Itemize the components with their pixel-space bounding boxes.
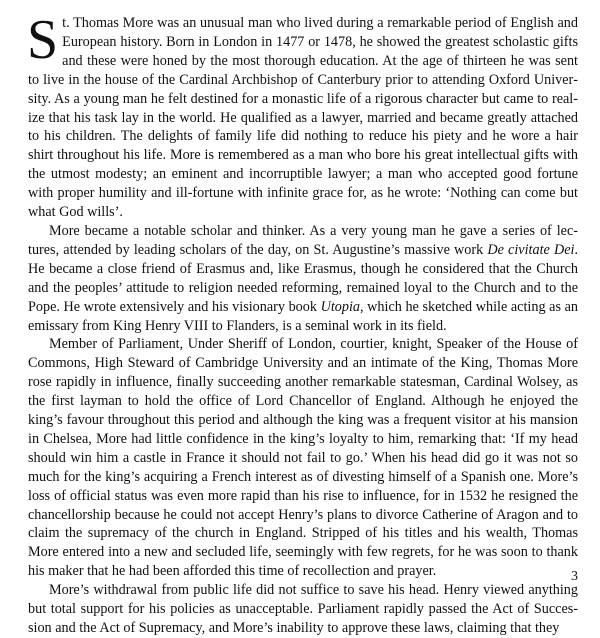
- page-body: [27, 9, 579, 638]
- paragraph-1: [27, 9, 578, 222]
- paragraph-2-text-a: More became a notable scholar and thinker. As a very young man he gave a series of lectures, attended by leading scholars of the day, on St. Augustine’s massive work: [28, 222, 578, 258]
- paragraph-2-text-c: , which he sketched while acting as an emissary from King Henry VIII to Flanders, is a seminal work in its field.: [28, 298, 578, 334]
- paragraph-2: [28, 222, 578, 335]
- paragraph-2-text-b: . He became a close friend of Erasmus and, like Erasmus, though he considered that the Church and the peoples’ attitude to religion needed reforming, remained loyal to the Church and to the Pope. He wrote extensively and his visionary book: [28, 241, 579, 315]
- paragraph-4-text: More’s withdrawal from public life did not suffice to save his head. Henry viewed anything but total support for his policies as unacceptable. Parliament rapidly passed the Act of Succession and the Act of Supremacy, and More’s inability to approve these laws, claiming that they: [28, 582, 578, 636]
- book-title-utopia: Utopia: [320, 298, 360, 315]
- page-number: 3: [571, 569, 578, 584]
- paragraph-4: [28, 581, 578, 638]
- paragraph-3-text: Member of Parliament, Under Sheriff of London, courtier, knight, Speaker of the House of Commons, High Steward of Cambridge University and an intimate of the King, Thomas More rose rapidly in influence, finally succeeding another remarkable statesman, Cardinal Wolsey, as the first layman to hold the office of Lord Chancellor of England. Although he enjoyed the king’s favour throughout this period and although the king was a frequent visitor at his mansion in Chelsea, More had little confidence in the king’s loyalty to him, remarking that: ‘If my head should win him a castle in France it should not fail to go.’ When his head did go it was not so much for the king’s acquiring a French interest as of divesting himself of a Spanish one. More’s loss of official status was even more rapid than his rise to influence, for in 1532 he resigned the chancellorship because he could not accept Henry’s plans to divorce Catherine of Aragon and to claim the supremacy of the church in England. Stripped of his titles and his wealth, Thomas More entered into a new and secluded life, seemingly with few regrets, for he was soon to thank his maker that he had been afforded this time of recollection and prayer.: [28, 336, 578, 580]
- paragraph-3: [28, 335, 578, 581]
- book-title-de-civitate-dei: De civitate Dei: [487, 241, 575, 258]
- paragraph-1-text: t. Thomas More was an unusual man who lived during a remarkable period of English and European history. Born in London in 1477 or 1478, he showed the greatest scholastic gifts and these were honed by the most thorough education. At the age of thirteen he was sent to live in the house of the Cardinal Archbishop of Canterbury prior to attending Oxford University. As a young man he felt destined for a monastic life of a rigorous character but came to realize that his task lay in the world. He qualified as a lawyer, married and became greatly attached to his children. The delights of family life did nothing to reduce his piety and he wore a hair shirt throughout his life. More is remembered as a man who bore his great intellectual gifts with the utmost modesty; an eminent and incorruptible lawyer; a man who accepted good fortune with proper humility and ill-fortune with infinite grace for, as he wrote: ‘Nothing can come but what God wills’.: [28, 15, 578, 221]
- drop-cap: S: [27, 9, 59, 71]
